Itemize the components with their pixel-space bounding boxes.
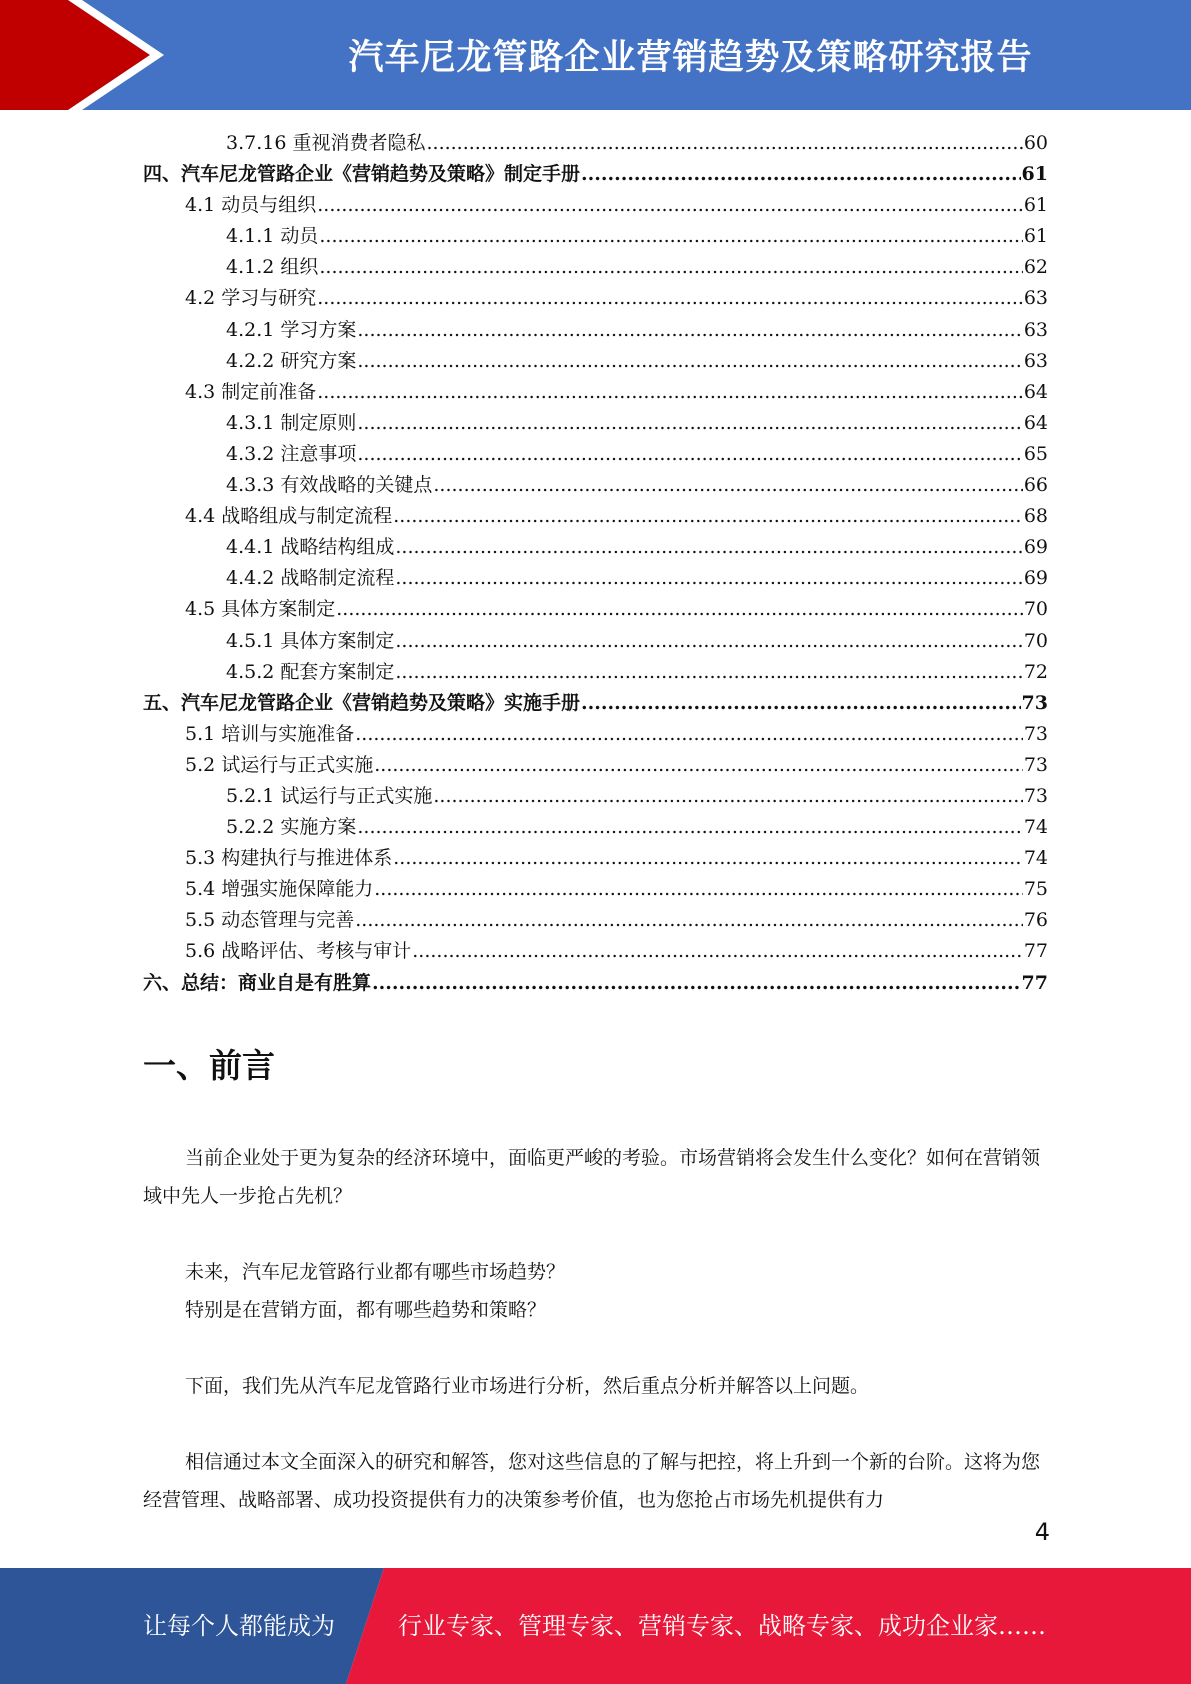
toc-entry-page: 69 (1023, 536, 1048, 559)
toc-entry-label: 4.4.2 战略制定流程 (226, 567, 395, 590)
toc-leader-dots (355, 905, 1023, 936)
toc-entry[interactable] (143, 315, 1048, 346)
paragraph: 特别是在营销方面，都有哪些趋势和策略？ (185, 1299, 547, 1321)
toc-entry-page: 63 (1023, 349, 1048, 372)
toc-entry-label: 4.4 战略组成与制定流程 (185, 505, 393, 528)
toc-entry-label: 五、汽车尼龙管路企业《营销趋势及策略》实施手册 (143, 691, 581, 714)
toc-entry-label: 六、总结：商业自是有胜算 (143, 971, 372, 994)
toc-entry[interactable] (143, 190, 1048, 221)
toc-entry-page: 61 (1021, 163, 1048, 186)
toc-entry-page: 75 (1023, 878, 1048, 901)
toc-entry-page: 66 (1023, 474, 1048, 497)
toc-entry[interactable] (143, 439, 1048, 470)
toc-entry-page: 60 (1023, 132, 1048, 154)
toc-entry[interactable] (143, 470, 1048, 501)
toc-entry-page: 73 (1023, 753, 1048, 776)
paragraph: 未来，汽车尼龙管路行业都有哪些市场趋势？ (185, 1261, 566, 1283)
toc-entry[interactable] (143, 128, 1048, 159)
toc-entry-label: 3.7.16 重视消费者隐私 (226, 132, 426, 154)
toc-leader-dots (357, 408, 1022, 439)
paragraph: 相信通过本文全面深入的研究和解答，您对这些信息的了解与把控，将上升到一个新的台阶。这将为您经营管理、战略部署、成功投资提供有力的决策参考价值，也为您抢占市场先机提供有力 (143, 1451, 1041, 1511)
toc-leader-dots (357, 812, 1022, 843)
toc-leader-dots (319, 252, 1022, 283)
page-footer (0, 1568, 1191, 1684)
toc-entry-page: 62 (1023, 256, 1048, 279)
toc-leader-dots (393, 843, 1023, 874)
toc-entry-page: 63 (1023, 287, 1048, 310)
toc-entry[interactable] (143, 781, 1048, 812)
section-heading: 一、前言 (143, 1046, 275, 1085)
toc-entry[interactable] (143, 563, 1048, 594)
toc-entry[interactable] (143, 221, 1048, 252)
paragraph: 下面，我们先从汽车尼龙管路行业市场进行分析，然后重点分析并解答以上问题。 (185, 1375, 870, 1397)
toc-entry[interactable] (143, 719, 1048, 750)
toc-leader-dots (336, 594, 1023, 625)
toc-entry-label: 4.3.2 注意事项 (226, 442, 357, 465)
page-number: 4 (1034, 1518, 1050, 1546)
toc-entry[interactable] (143, 905, 1048, 936)
table-of-contents (143, 128, 1048, 999)
toc-leader-dots (433, 781, 1022, 812)
toc-entry[interactable] (143, 532, 1048, 563)
toc-leader-dots (393, 501, 1023, 532)
toc-entry-page: 73 (1023, 784, 1048, 807)
toc-entry-page: 74 (1023, 847, 1048, 870)
toc-leader-dots (395, 563, 1022, 594)
toc-leader-dots (374, 874, 1023, 905)
toc-entry-label: 4.2 学习与研究 (185, 287, 317, 310)
toc-entry[interactable] (143, 501, 1048, 532)
toc-leader-dots (317, 283, 1023, 314)
toc-leader-dots (319, 221, 1022, 252)
toc-leader-dots (395, 626, 1022, 657)
toc-entry-label: 5.2.1 试运行与正式实施 (226, 784, 433, 807)
toc-entry-page: 74 (1023, 816, 1048, 839)
toc-entry[interactable] (143, 626, 1048, 657)
toc-entry-page: 72 (1023, 660, 1048, 683)
toc-entry-label: 4.3 制定前准备 (185, 380, 317, 403)
toc-leader-dots (355, 719, 1023, 750)
toc-leader-dots (357, 315, 1022, 346)
toc-leader-dots (581, 159, 1021, 190)
toc-entry-page: 64 (1023, 411, 1048, 434)
toc-entry[interactable] (143, 408, 1048, 439)
toc-leader-dots (581, 688, 1021, 719)
toc-leader-dots (374, 750, 1023, 781)
toc-entry[interactable] (143, 283, 1048, 314)
page-header (0, 0, 1191, 110)
toc-entry[interactable] (143, 750, 1048, 781)
toc-leader-dots (395, 657, 1022, 688)
toc-entry-page: 77 (1023, 940, 1048, 963)
toc-entry-label: 4.5.1 具体方案制定 (226, 629, 395, 652)
toc-entry-page: 70 (1023, 629, 1048, 652)
toc-entry-label: 4.1.2 组织 (226, 256, 319, 279)
toc-leader-dots (433, 470, 1022, 501)
toc-entry-page: 76 (1023, 909, 1048, 932)
toc-leader-dots (372, 968, 1021, 999)
toc-entry-label: 4.5.2 配套方案制定 (226, 660, 395, 683)
toc-entry[interactable] (143, 843, 1048, 874)
toc-entry-page: 68 (1023, 505, 1048, 528)
toc-entry-label: 5.6 战略评估、考核与审计 (185, 940, 412, 963)
toc-entry-label: 4.3.3 有效战略的关键点 (226, 474, 433, 497)
toc-entry-page: 63 (1023, 318, 1048, 341)
toc-entry-label: 5.5 动态管理与完善 (185, 909, 355, 932)
header-red-chevron (0, 0, 150, 110)
toc-entry-label: 5.2.2 实施方案 (226, 816, 357, 839)
toc-entry[interactable] (143, 812, 1048, 843)
toc-entry[interactable] (143, 936, 1048, 967)
paragraph: 当前企业处于更为复杂的经济环境中，面临更严峻的考验。市场营销将会发生什么变化？如何在营销领域中先人一步抢占先机？ (143, 1147, 1041, 1207)
toc-entry-label: 4.3.1 制定原则 (226, 411, 357, 434)
toc-entry-page: 77 (1021, 971, 1048, 994)
toc-leader-dots (357, 346, 1022, 377)
toc-entry-label: 5.4 增强实施保障能力 (185, 878, 374, 901)
toc-entry-page: 73 (1021, 691, 1048, 714)
toc-entry-label: 4.5 具体方案制定 (185, 598, 336, 621)
toc-entry-page: 73 (1023, 722, 1048, 745)
toc-entry-page: 69 (1023, 567, 1048, 590)
toc-entry-page: 70 (1023, 598, 1048, 621)
toc-leader-dots (357, 439, 1022, 470)
toc-entry[interactable] (143, 594, 1048, 625)
toc-entry-label: 4.1.1 动员 (226, 225, 319, 248)
toc-entry-label: 4.1 动员与组织 (185, 194, 317, 217)
toc-entry-page: 64 (1023, 380, 1048, 403)
footer-slogan-left: 让每个人都能成为 (143, 1612, 335, 1640)
toc-entry[interactable] (143, 688, 1048, 719)
toc-entry-label: 4.2.1 学习方案 (226, 318, 357, 341)
toc-entry-label: 4.2.2 研究方案 (226, 349, 357, 372)
toc-leader-dots (412, 936, 1023, 967)
toc-entry-label: 5.3 构建执行与推进体系 (185, 847, 393, 870)
toc-entry-label: 5.1 培训与实施准备 (185, 722, 355, 745)
toc-leader-dots (395, 532, 1022, 563)
toc-entry[interactable] (143, 159, 1048, 190)
document-title: 汽车尼龙管路企业营销趋势及策略研究报告 (348, 38, 1033, 78)
toc-entry[interactable] (143, 252, 1048, 283)
toc-entry-label: 4.4.1 战略结构组成 (226, 536, 395, 559)
toc-leader-dots (317, 377, 1023, 408)
toc-leader-dots (426, 128, 1022, 159)
toc-entry-page: 61 (1023, 225, 1048, 248)
toc-entry-page: 61 (1023, 194, 1048, 217)
toc-entry[interactable] (143, 346, 1048, 377)
toc-leader-dots (317, 190, 1023, 221)
toc-entry-label: 四、汽车尼龙管路企业《营销趋势及策略》制定手册 (143, 163, 581, 186)
footer-slogan-right: 行业专家、管理专家、营销专家、战略专家、成功企业家…… (398, 1612, 1046, 1640)
toc-entry-page: 65 (1023, 442, 1048, 465)
toc-entry[interactable] (143, 874, 1048, 905)
toc-entry[interactable] (143, 377, 1048, 408)
toc-entry[interactable] (143, 657, 1048, 688)
toc-entry-label: 5.2 试运行与正式实施 (185, 753, 374, 776)
toc-entry[interactable] (143, 968, 1048, 999)
